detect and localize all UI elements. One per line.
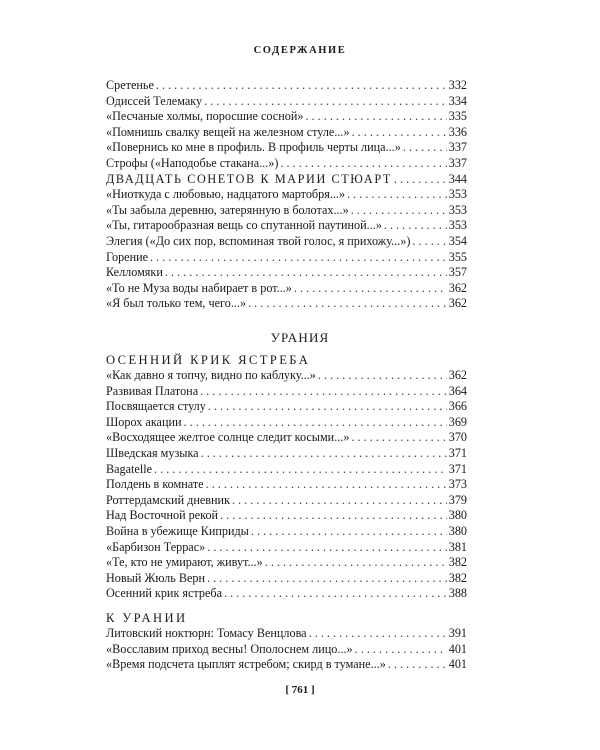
toc-entry-page: 355 — [448, 249, 467, 264]
toc-entry-title: Элегия («До сих пор, вспоминая твой голос, я прихожу...») — [106, 233, 411, 248]
toc-entry — [106, 265, 467, 281]
toc-entry-page: 382 — [448, 555, 467, 570]
toc-entry-page: 373 — [448, 477, 467, 492]
toc-entry-page: 371 — [448, 445, 467, 460]
toc-entry-title: Строфы («Наподобье стакана...») — [106, 155, 279, 170]
dot-leader — [165, 265, 447, 281]
dot-leader — [403, 140, 447, 156]
toc-entry-title: Шорох акации — [106, 414, 182, 429]
toc-entry — [106, 493, 467, 509]
dot-leader — [220, 508, 447, 524]
page-number: [ 761 ] — [285, 684, 315, 696]
toc-entry-title: Келломяки — [106, 265, 163, 280]
toc-entry — [106, 642, 467, 658]
toc-entry-title: «Помнишь свалку вещей на железном стуле...» — [106, 124, 350, 139]
toc-entry-page: 369 — [448, 414, 467, 429]
toc-entry — [106, 156, 467, 172]
toc-block-2 — [106, 368, 467, 602]
dot-leader — [150, 250, 447, 266]
toc-entry — [106, 281, 467, 297]
toc-entry-page: 353 — [448, 187, 467, 202]
toc-entry-page: 357 — [448, 265, 467, 280]
dot-leader — [248, 296, 447, 312]
toc-entry-page: 364 — [448, 383, 467, 398]
dot-leader — [355, 642, 447, 658]
toc-entry-title: ДВАДЦАТЬ СОНЕТОВ К МАРИИ СТЮАРТ — [106, 171, 392, 186]
toc-entry-title: Роттердамский дневник — [106, 492, 230, 507]
toc-entry — [106, 571, 467, 587]
toc-entry-title: «Я был только тем, чего...» — [106, 296, 247, 311]
toc-entry-title: Посвящается стулу — [106, 399, 206, 414]
toc-entry-page: 337 — [448, 140, 467, 155]
toc-entry-title: «Те, кто не умирают, живут...» — [106, 555, 263, 570]
toc-entry — [106, 78, 467, 94]
toc-entry — [106, 446, 467, 462]
dot-leader — [200, 384, 447, 400]
dot-leader — [388, 657, 447, 673]
dot-leader — [265, 555, 447, 571]
toc-entry-page: 382 — [448, 570, 467, 585]
dot-leader — [207, 571, 447, 587]
toc-entry-title: «Ты забыла деревню, затерянную в болотах...» — [106, 202, 349, 217]
toc-entry-title: Полдень в комнате — [106, 477, 204, 492]
toc-entry-page: 336 — [448, 124, 467, 139]
toc-entry-title: Война в убежище Киприды — [106, 523, 249, 538]
toc-entry-title: Новый Жюль Верн — [106, 570, 205, 585]
toc-entry — [106, 296, 467, 312]
toc-entry — [106, 540, 467, 556]
toc-entry-page: 362 — [448, 368, 467, 382]
toc-entry-title: «Ты, гитарообразная вещь со спутанной паутиной...» — [106, 218, 382, 233]
toc-entry-title: «Песчаные холмы, поросшие сосной» — [106, 109, 304, 124]
toc-entry-title: «То не Муза воды набирает в рот...» — [106, 280, 292, 295]
toc-entry-page: 353 — [448, 202, 467, 217]
toc-entry-page: 370 — [448, 430, 467, 445]
toc-entry — [106, 462, 467, 478]
toc-entry — [106, 626, 467, 642]
toc-entry-title: Осенний крик ястреба — [106, 586, 223, 601]
toc-entry-title: «Восходящее желтое солнце следит косыми...» — [106, 430, 350, 445]
toc-block-1 — [106, 78, 467, 312]
toc-entry-title: Над Восточной рекой — [106, 508, 219, 523]
dot-leader — [154, 462, 447, 478]
toc-entry — [106, 218, 467, 234]
section-title: УРАНИЯ — [270, 330, 330, 345]
toc-entry — [106, 415, 467, 431]
toc-entry — [106, 125, 467, 141]
dot-leader — [347, 187, 447, 203]
dot-leader — [318, 368, 447, 384]
toc-entry-page: 332 — [448, 78, 467, 92]
toc-entry-title: Шведская музыка — [106, 445, 199, 460]
toc-entry-title: Развивая Платона — [106, 383, 199, 398]
dot-leader — [280, 156, 446, 172]
toc-entry-page: 388 — [448, 586, 467, 601]
dot-leader — [224, 586, 447, 602]
toc-entry-page: 401 — [448, 657, 467, 672]
toc-entry-page: 379 — [448, 492, 467, 507]
toc-entry — [106, 555, 467, 571]
toc-entry-page: 366 — [448, 399, 467, 414]
dot-leader — [394, 172, 447, 188]
dot-leader — [251, 524, 447, 540]
dot-leader — [352, 125, 447, 141]
dot-leader — [204, 94, 447, 110]
toc-entry-page: 335 — [448, 109, 467, 124]
toc-entry — [106, 508, 467, 524]
toc-entry — [106, 524, 467, 540]
toc-entry-page: 381 — [448, 539, 467, 554]
dot-leader — [201, 446, 447, 462]
dot-leader — [206, 477, 447, 493]
toc-entry-page: 362 — [448, 296, 467, 311]
toc-entry-page: 344 — [448, 171, 467, 186]
toc-entry-title: Сретенье — [106, 78, 154, 92]
toc-entry — [106, 430, 467, 446]
toc-entry — [106, 94, 467, 110]
toc-entry-page: 371 — [448, 461, 467, 476]
dot-leader — [232, 493, 447, 509]
toc-entry-title: Горение — [106, 249, 149, 264]
dot-leader — [384, 218, 447, 234]
toc-entry — [106, 172, 467, 188]
toc-entry-page: 380 — [448, 508, 467, 523]
dot-leader — [184, 415, 447, 431]
toc-entry-page: 380 — [448, 523, 467, 538]
toc-entry — [106, 477, 467, 493]
toc-entry-page: 354 — [448, 233, 467, 248]
toc-entry-page: 337 — [448, 155, 467, 170]
toc-entry-title: «Повернись ко мне в профиль. В профиль черты лица...» — [106, 140, 401, 155]
toc-entry — [106, 368, 467, 384]
dot-leader — [156, 78, 447, 94]
toc-entry-page: 391 — [448, 626, 467, 640]
toc-entry-page: 401 — [448, 641, 467, 656]
toc-entry — [106, 187, 467, 203]
toc-entry-title: «Время подсчета цыплят ястребом; скирд в тумане...» — [106, 657, 386, 672]
toc-entry — [106, 250, 467, 266]
dot-leader — [207, 540, 447, 556]
toc-entry-title: Одиссей Телемаку — [106, 93, 203, 108]
toc-entry-title: «Восславим приход весны! Ополоснем лицо...» — [106, 641, 353, 656]
dot-leader — [305, 109, 446, 125]
dot-leader — [294, 281, 447, 297]
toc-entry-page: 334 — [448, 93, 467, 108]
toc-block-3 — [106, 626, 467, 673]
dot-leader — [309, 626, 447, 642]
toc-entry — [106, 109, 467, 125]
toc-entry — [106, 203, 467, 219]
toc-entry — [106, 586, 467, 602]
cycle-title-to-urania: К УРАНИИ — [106, 611, 188, 625]
toc-entry — [106, 140, 467, 156]
toc-entry — [106, 234, 467, 250]
toc-entry-page: 353 — [448, 218, 467, 233]
running-head: СОДЕРЖАНИЕ — [253, 45, 347, 56]
toc-entry — [106, 399, 467, 415]
toc-entry-title: «Ниоткуда с любовью, надцатого мартобря...» — [106, 187, 346, 202]
dot-leader — [351, 203, 447, 219]
toc-entry-title: «Как давно я топчу, видно по каблуку...» — [106, 368, 316, 382]
toc-entry-title: Литовский ноктюрн: Томасу Венцлова — [106, 626, 307, 640]
cycle-title-autumn-hawk: ОСЕННИЙ КРИК ЯСТРЕБА — [106, 353, 311, 367]
toc-entry-title: Bagatelle — [106, 461, 153, 476]
toc-entry-title: «Барбизон Террас» — [106, 539, 206, 554]
toc-entry — [106, 384, 467, 400]
dot-leader — [208, 399, 447, 415]
toc-entry-page: 362 — [448, 280, 467, 295]
toc-entry — [106, 657, 467, 673]
dot-leader — [351, 430, 446, 446]
dot-leader — [412, 234, 446, 250]
